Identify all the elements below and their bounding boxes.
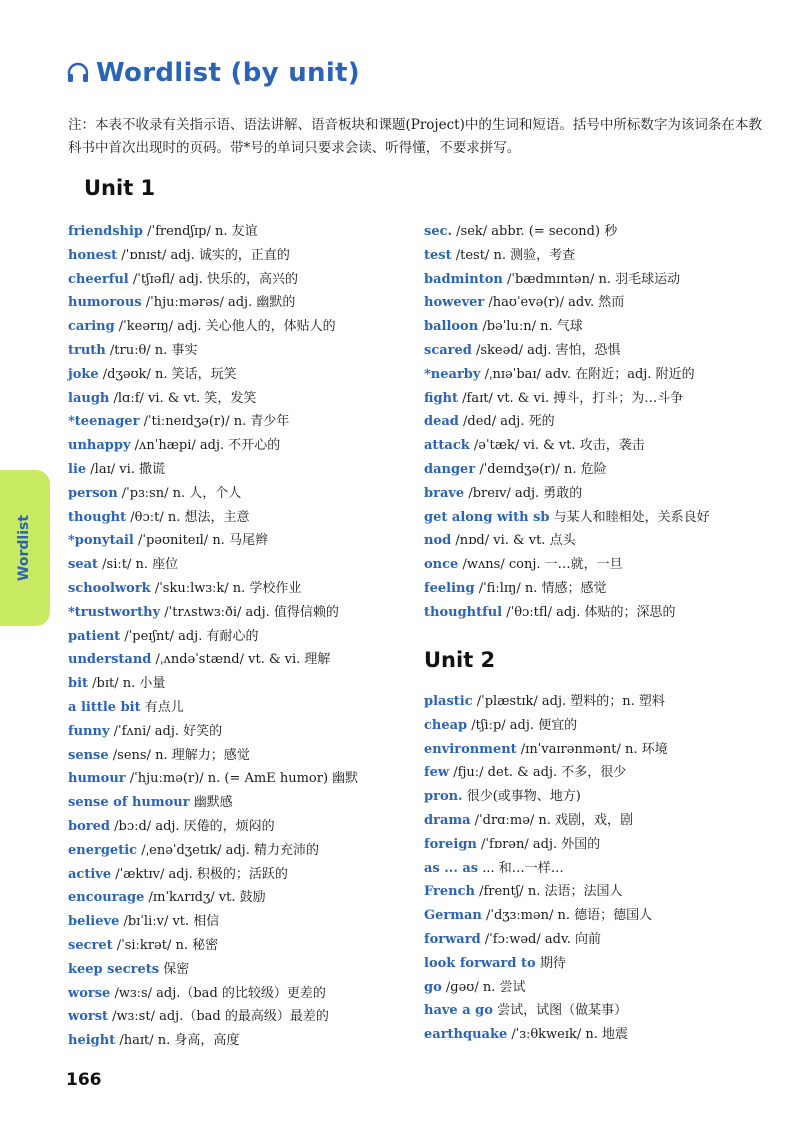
entry-definition: /ˈbædmɪntən/ n. 羽毛球运动 [502, 271, 681, 287]
entry-headword: caring [68, 319, 115, 335]
entry-headword: person [68, 485, 118, 501]
entry-headword: humour [68, 771, 126, 787]
entry-definition: /wɜːst/ adj.（bad 的最高级）最差的 [108, 1009, 329, 1025]
word-entry [424, 928, 601, 947]
word-entry [424, 458, 607, 477]
entry-headword: worse [68, 985, 111, 1001]
entry-headword: thought [68, 509, 127, 525]
word-entry [424, 291, 624, 310]
word-entry [68, 839, 319, 858]
word-entry [68, 934, 218, 953]
entry-headword: sec. [424, 224, 453, 239]
entry-definition: 保密 [159, 961, 190, 977]
word-entry [68, 1005, 329, 1024]
word-entry [68, 744, 250, 763]
entry-definition: /ɡəʊ/ n. 尝试 [441, 979, 526, 995]
word-entry [424, 506, 710, 525]
word-entry [424, 857, 564, 876]
entry-definition: /haʊˈevə(r)/ adv. 然而 [484, 295, 625, 311]
entry-headword: patient [68, 628, 121, 644]
entry-headword: sense [68, 747, 109, 763]
entry-headword: truth [68, 343, 106, 358]
entry-headword: energetic [68, 842, 138, 858]
word-entry [68, 696, 184, 715]
word-entry [68, 910, 219, 929]
entry-headword: forward [424, 932, 481, 947]
entry-definition: /ɪnˈvaɪrənmənt/ n. 环境 [516, 741, 668, 757]
entry-definition: /ˈfɔːwəd/ adv. 向前 [480, 932, 602, 947]
word-entry [68, 458, 165, 477]
entry-headword: once [424, 557, 459, 573]
entry-headword: a little bit [68, 700, 141, 715]
word-entry [68, 529, 268, 548]
word-entry [68, 767, 358, 786]
entry-headword: pron. [424, 789, 463, 805]
entry-definition: /ˈtʃɪəfl/ adj. 快乐的，高兴的 [128, 271, 298, 287]
entry-headword: secret [68, 938, 113, 953]
word-entry [68, 244, 290, 263]
entry-definition: /truːθ/ n. 事实 [105, 343, 198, 358]
entry-definition: /lɑːf/ vi. & vt. 笑，发笑 [109, 390, 257, 406]
word-entry [68, 958, 189, 977]
entry-definition: /wʌns/ conj. 一…就，一旦 [458, 557, 623, 573]
entry-headword: feeling [424, 581, 475, 596]
entry-headword: nod [424, 533, 452, 549]
word-entry [68, 291, 295, 310]
entry-headword: badminton [424, 271, 503, 287]
entry-definition: /ˌnɪəˈbaɪ/ adv. 在附近；adj. 附近的 [480, 366, 695, 382]
entry-headword: German [424, 908, 482, 924]
entry-headword: danger [424, 462, 476, 477]
entry-definition: /ʌnˈhæpi/ adj. 不开心的 [130, 438, 281, 454]
entry-definition: /ˈkeərɪŋ/ adj. 关心他人的，体贴人的 [114, 319, 336, 335]
entry-definition: /ˌenəˈdʒetɪk/ adj. 精力充沛的 [137, 842, 319, 858]
entry-definition: /ɪnˈkʌrɪdʒ/ vt. 鼓励 [144, 890, 266, 906]
unit2-heading: Unit 2 [424, 648, 496, 672]
word-entry [424, 244, 575, 263]
entry-headword: seat [68, 557, 99, 573]
unit1-heading: Unit 1 [84, 176, 156, 200]
word-entry [424, 904, 652, 923]
word-entry [68, 791, 233, 810]
entry-headword: drama [424, 813, 471, 828]
word-entry [424, 410, 555, 429]
entry-definition: /ˈɒnɪst/ adj. 诚实的，正直的 [117, 247, 290, 263]
entry-definition: /haɪt/ n. 身高，高度 [115, 1033, 240, 1049]
entry-headword: believe [68, 914, 120, 930]
entry-definition: 很少(或事物、地方) [462, 789, 581, 805]
entry-definition: /bɔːd/ adj. 厌倦的，烦闷的 [109, 819, 275, 834]
page-number: 166 [66, 1070, 102, 1090]
entry-definition: /ˈɜːθkweɪk/ n. 地震 [507, 1027, 629, 1043]
entry-headword: bored [68, 819, 110, 834]
word-entry [68, 482, 241, 501]
entry-definition: /θɔːt/ n. 想法，主意 [126, 509, 250, 525]
entry-headword: bit [68, 676, 89, 692]
word-entry [68, 720, 222, 739]
entry-definition: /ˈtiːneɪdʒə(r)/ n. 青少年 [139, 414, 290, 430]
entry-headword: have a go [424, 1003, 493, 1019]
word-entry [424, 738, 668, 757]
word-entry [68, 886, 266, 905]
entry-headword: scared [424, 343, 472, 358]
entry-definition: /ˈæktɪv/ adj. 积极的；活跃的 [111, 866, 288, 882]
entry-definition: /bəˈluːn/ n. 气球 [478, 319, 583, 335]
word-entry [68, 553, 178, 572]
entry-headword: however [424, 295, 485, 311]
entry-headword: as ... as [424, 860, 479, 876]
page-title: Wordlist (by unit) [96, 58, 360, 88]
unit2-right-column [424, 690, 784, 1060]
entry-definition: 尝试，试图（做某事） [492, 1003, 628, 1019]
entry-definition: /ˈhjuːmərəs/ adj. 幽默的 [141, 295, 296, 311]
entry-definition: /wɜːs/ adj.（bad 的比较级）更差的 [110, 985, 326, 1001]
entry-definition: /skeəd/ adj. 害怕，恐惧 [471, 343, 621, 358]
word-entry [424, 976, 526, 995]
word-entry [68, 1029, 239, 1048]
entry-definition: /tʃiːp/ adj. 便宜的 [467, 717, 578, 733]
word-entry [68, 268, 298, 287]
word-entry [424, 577, 607, 596]
word-entry [424, 220, 617, 239]
word-entry [424, 690, 665, 709]
word-entry [424, 529, 576, 548]
page-header [66, 56, 360, 90]
entry-definition: /frentʃ/ n. 法语；法国人 [474, 884, 623, 900]
entry-definition: /ˈdrɑːmə/ n. 戏剧，戏，剧 [470, 813, 634, 828]
entry-definition: /əˈtæk/ vi. & vt. 攻击，袭击 [469, 438, 645, 454]
entry-definition: /sek/ abbr. (= second) 秒 [452, 224, 618, 239]
entry-headword: worst [68, 1009, 109, 1025]
entry-headword: *ponytail [68, 533, 134, 549]
entry-headword: test [424, 247, 452, 263]
entry-definition: /faɪt/ vt. & vi. 搏斗，打斗；为…斗争 [458, 390, 684, 406]
word-entry [68, 863, 288, 882]
entry-definition: /ˈtrʌstwɜːði/ adj. 值得信赖的 [160, 604, 339, 620]
entry-headword: go [424, 979, 442, 995]
entry-headword: *trustworthy [68, 604, 161, 620]
unit1-left-column [68, 220, 398, 1060]
word-entry [424, 952, 566, 971]
entry-headword: funny [68, 723, 110, 739]
entry-headword: schoolwork [68, 581, 151, 596]
entry-headword: lie [68, 462, 87, 477]
word-entry [424, 999, 627, 1018]
entry-definition: /fjuː/ det. & adj. 不多，很少 [449, 765, 627, 781]
entry-headword: foreign [424, 836, 477, 852]
entry-headword: cheap [424, 717, 468, 733]
word-entry [68, 339, 197, 358]
entry-definition: /ˈdʒɜːmən/ n. 德语；德国人 [481, 908, 653, 924]
word-entry [424, 833, 600, 852]
word-entry [68, 648, 330, 667]
entry-headword: keep secrets [68, 961, 160, 977]
entry-headword: honest [68, 247, 118, 263]
entry-headword: humorous [68, 295, 142, 311]
entry-headword: dead [424, 414, 459, 430]
word-entry [424, 761, 626, 780]
word-entry [68, 815, 275, 834]
word-entry [68, 982, 326, 1001]
entry-headword: understand [68, 652, 152, 668]
entry-headword: environment [424, 741, 517, 757]
entry-headword: encourage [68, 890, 145, 906]
entry-definition: /ˌʌndəˈstænd/ vt. & vi. 理解 [151, 652, 331, 668]
side-tab-label: Wordlist [16, 514, 32, 582]
entry-definition: /ded/ adj. 死的 [458, 414, 555, 430]
entry-definition: /breɪv/ adj. 勇敢的 [464, 485, 583, 501]
word-entry [424, 714, 577, 733]
entry-definition: /ˈfʌni/ adj. 好笑的 [109, 723, 223, 739]
entry-headword: few [424, 765, 450, 781]
entry-headword: unhappy [68, 438, 131, 454]
word-entry [424, 880, 622, 899]
entry-definition: /ˈpɜːsn/ n. 人，个人 [117, 485, 242, 501]
entry-definition: /ˈfiːlɪŋ/ n. 情感；感觉 [474, 581, 607, 596]
entry-definition: /ˈsiːkrət/ n. 秘密 [112, 938, 219, 953]
word-entry [68, 506, 250, 525]
word-entry [68, 315, 336, 334]
entry-definition: ... 和…一样… [478, 860, 564, 876]
entry-headword: earthquake [424, 1027, 508, 1043]
entry-definition: /ˈhjuːmə(r)/ n. (= AmE humor) 幽默 [125, 771, 359, 787]
entry-definition: /ˈplæstɪk/ adj. 塑料的；n. 塑料 [472, 694, 665, 709]
word-entry [424, 268, 680, 287]
entry-headword: plastic [424, 694, 473, 709]
intro-note: 注：本表不收录有关指示语、语法讲解、语音板块和课题(Project)中的生词和短语。括号中所标数字为该词条在本教科书中首次出现时的页码。带*号的单词只要求会读、听得懂，不要求拼写。 [68, 117, 762, 156]
entry-definition: /dʒəʊk/ n. 笑话，玩笑 [98, 366, 237, 382]
word-entry [424, 387, 683, 406]
word-entry [424, 363, 695, 382]
entry-definition: /ˈpəʊniteɪl/ n. 马尾辫 [133, 533, 268, 549]
word-entry [424, 339, 621, 358]
word-entry [424, 553, 623, 572]
word-entry [424, 601, 675, 620]
entry-definition: 与某人和睦相处，关系良好 [549, 509, 710, 525]
word-entry [424, 482, 582, 501]
entry-definition: /nɒd/ vi. & vt. 点头 [451, 533, 576, 549]
entry-definition: /ˈθɔːtfl/ adj. 体贴的；深思的 [502, 604, 676, 620]
word-entry [68, 625, 258, 644]
entry-definition: /bɪˈliːv/ vt. 相信 [119, 914, 220, 930]
entry-headword: get along with sb [424, 509, 550, 525]
entry-definition: /ˈpeɪʃnt/ adj. 有耐心的 [120, 628, 259, 644]
entry-definition: /ˈfrendʃɪp/ n. 友谊 [143, 224, 258, 239]
entry-definition: 有点儿 [140, 700, 184, 715]
entry-headword: *teenager [68, 414, 140, 430]
entry-headword: active [68, 866, 112, 882]
word-entry [68, 434, 280, 453]
word-entry [424, 809, 633, 828]
entry-headword: joke [68, 366, 99, 382]
entry-headword: laugh [68, 390, 110, 406]
entry-headword: fight [424, 390, 458, 406]
entry-headword: sense of humour [68, 795, 190, 811]
entry-headword: French [424, 884, 475, 900]
entry-definition: /ˈskuːlwɜːk/ n. 学校作业 [150, 581, 302, 596]
word-entry [424, 1023, 628, 1042]
entry-headword: attack [424, 438, 470, 454]
entry-definition: /ˈfɒrən/ adj. 外国的 [476, 836, 601, 852]
word-entry [68, 672, 165, 691]
word-entry [68, 220, 258, 239]
word-entry [68, 410, 289, 429]
entry-headword: *nearby [424, 366, 481, 382]
entry-definition: /test/ n. 测验，考查 [451, 247, 576, 263]
entry-headword: height [68, 1033, 116, 1049]
entry-headword: friendship [68, 224, 143, 239]
word-entry [68, 363, 237, 382]
word-entry [424, 434, 645, 453]
word-entry [68, 387, 256, 406]
entry-definition: 幽默感 [189, 795, 233, 811]
entry-headword: cheerful [68, 271, 129, 287]
entry-definition: /bɪt/ n. 小量 [88, 676, 166, 692]
entry-headword: balloon [424, 319, 479, 335]
entry-definition: /ˈdeɪndʒə(r)/ n. 危险 [475, 462, 607, 477]
entry-headword: brave [424, 485, 465, 501]
entry-definition: /siːt/ n. 座位 [98, 557, 179, 573]
word-entry [68, 577, 301, 596]
word-entry [424, 315, 583, 334]
entry-headword: thoughtful [424, 604, 503, 620]
unit1-right-column [424, 220, 784, 640]
entry-definition: /sens/ n. 理解力；感觉 [108, 747, 250, 763]
headphones-icon [66, 61, 90, 85]
word-entry [424, 785, 581, 804]
word-entry [68, 601, 339, 620]
entry-definition: /laɪ/ vi. 撒谎 [86, 462, 166, 477]
entry-headword: look forward to [424, 955, 536, 971]
entry-definition: 期待 [535, 955, 566, 971]
